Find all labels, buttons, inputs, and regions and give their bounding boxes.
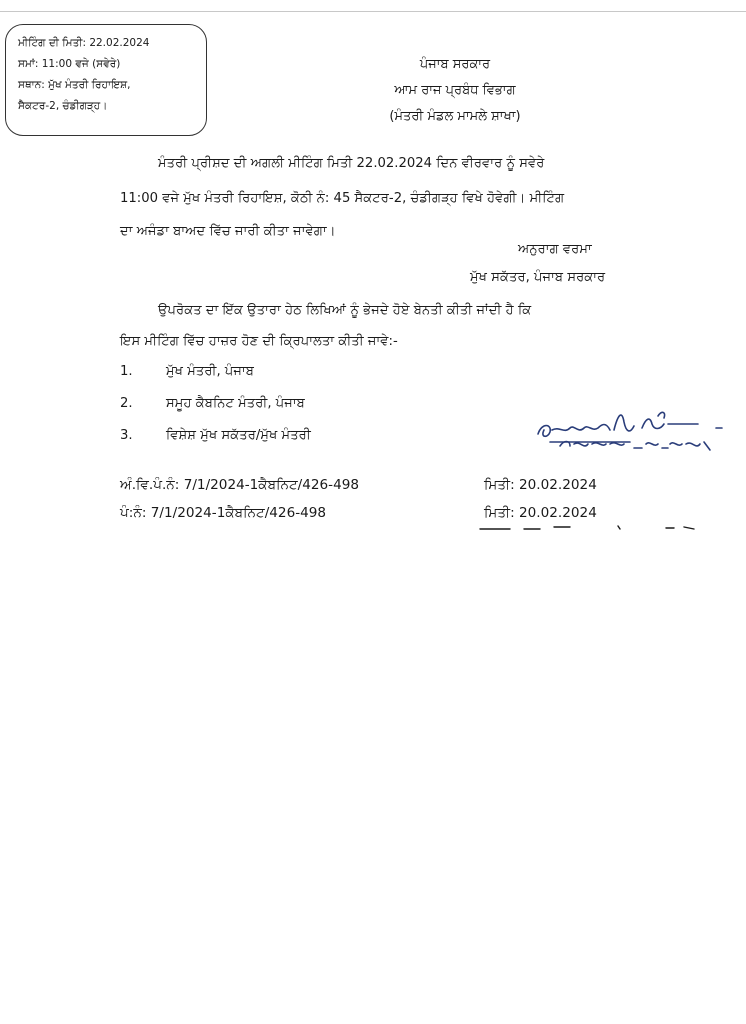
recipient-list: [120, 356, 440, 452]
list-item-number: 3.: [120, 428, 133, 443]
handwritten-signature: [530, 400, 746, 470]
list-item-text: ਮੁੱਖ ਮੰਤਰੀ, ਪੰਜਾਬ: [166, 364, 254, 379]
meeting-date-line: ਮੀਟਿੰਗ ਦੀ ਮਿਤੀ: 22.02.2024: [18, 37, 150, 49]
cropped-text-fragment: [470, 523, 710, 533]
reference-date: ਮਿਤੀ: 20.02.2024: [484, 477, 597, 493]
cropped-text-drawing: [470, 523, 710, 533]
signatory-block: [470, 236, 700, 292]
top-divider: [0, 11, 746, 12]
signatory-name: ਅਨੁਰਾਗ ਵਰਮਾ: [518, 242, 592, 257]
meeting-time-line: ਸਮਾਂ: 11:00 ਵਜੇ (ਸਵੇਰੇ): [18, 58, 121, 70]
department-name: ਆਮ ਰਾਜ ਪ੍ਰਬੰਧ ਵਿਭਾਗ: [394, 83, 516, 98]
letter-header: [290, 52, 620, 130]
meeting-info-box: [5, 24, 207, 136]
list-item-number: 1.: [120, 364, 133, 379]
list-item-number: 2.: [120, 396, 133, 411]
meeting-place-line-2: ਸੈਕਟਰ-2, ਚੰਡੀਗੜ੍ਹ।: [18, 100, 108, 112]
government-name: ਪੰਜਾਬ ਸਰਕਾਰ: [419, 57, 491, 72]
reference-number: ਅੰ.ਵਿ.ਪੰ.ਨੰ: 7/1/2024-1ਕੈਬਨਿਟ/426-498: [120, 477, 360, 493]
meeting-place-line-1: ਸਥਾਨ: ਮੁੱਖ ਮੰਤਰੀ ਰਿਹਾਇਸ਼,: [18, 79, 131, 91]
reference-row: [120, 472, 720, 498]
list-item-text: ਸਮੂਹ ਕੈਬਨਿਟ ਮੰਤਰੀ, ਪੰਜਾਬ: [166, 396, 305, 411]
reference-date: ਮਿਤੀ: 20.02.2024: [484, 505, 597, 521]
branch-name: (ਮੰਤਰੀ ਮੰਡਲ ਮਾਮਲੇ ਸ਼ਾਖਾ): [389, 109, 521, 124]
list-item: [120, 356, 440, 388]
paragraph-1-line-2: 11:00 ਵਜੇ ਮੁੱਖ ਮੰਤਰੀ ਰਿਹਾਇਸ਼, ਕੋਠੀ ਨੰ: 45 ਸੈਕਟਰ-2, ਚੰਡੀਗੜ੍ਹ ਵਿਖੇ ਹੋਵੇਗੀ। ਮੀਟਿੰਗ: [120, 191, 565, 206]
list-item: [120, 388, 440, 420]
paragraph-1-line-1: ਮੰਤਰੀ ਪ੍ਰੀਸ਼ਦ ਦੀ ਅਗਲੀ ਮੀਟਿੰਗ ਮਿਤੀ 22.02.2024 ਦਿਨ ਵੀਰਵਾਰ ਨੂੰ ਸਵੇਰੇ: [158, 156, 545, 171]
reference-number: ਪੰ:ਨੰ: 7/1/2024-1ਕੈਬਨਿਟ/426-498: [120, 505, 327, 521]
signature-drawing: [530, 400, 746, 470]
list-item: [120, 420, 440, 452]
paragraph-1-line-3: ਦਾ ਅਜੰਡਾ ਬਾਅਦ ਵਿੱਚ ਜਾਰੀ ਕੀਤਾ ਜਾਵੇਗਾ।: [120, 224, 336, 239]
paragraph-2-line-2: ਇਸ ਮੀਟਿੰਗ ਵਿੱਚ ਹਾਜ਼ਰ ਹੋਣ ਦੀ ਕ੍ਰਿਪਾਲਤਾ ਕੀਤੀ ਜਾਵੇ:-: [120, 334, 398, 349]
signatory-title: ਮੁੱਖ ਸਕੱਤਰ, ਪੰਜਾਬ ਸਰਕਾਰ: [470, 270, 606, 285]
paragraph-2-line-1: ਉਪਰੋਕਤ ਦਾ ਇੱਕ ਉਤਾਰਾ ਹੇਠ ਲਿਖਿਆਂ ਨੂੰ ਭੇਜਦੇ ਹੋਏ ਬੇਨਤੀ ਕੀਤੀ ਜਾਂਦੀ ਹੈ ਕਿ: [158, 303, 532, 318]
list-item-text: ਵਿਸ਼ੇਸ਼ ਮੁੱਖ ਸਕੱਤਰ/ਮੁੱਖ ਮੰਤਰੀ: [166, 428, 311, 443]
